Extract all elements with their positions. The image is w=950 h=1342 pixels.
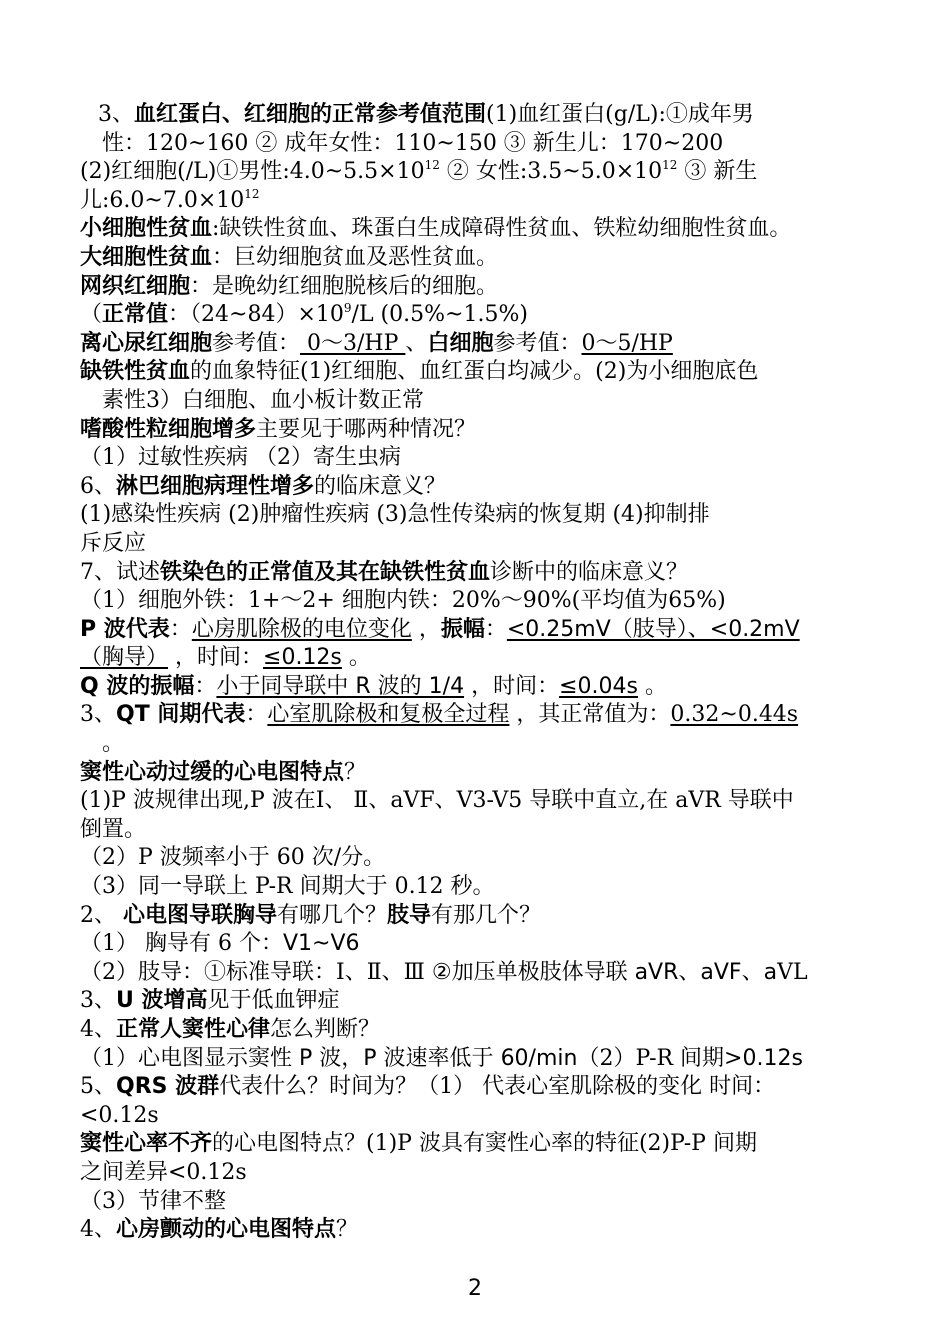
line-rbc-values: (2)红细胞(/L)①男性$:4.0\sim 5.5\times 10^{12}$ ② 女性$:3.5\sim 5.0\times 10^{12}$ ③ 新生 [80, 158, 758, 185]
line-iron-stain: 7、试述铁染色的正常值及其在缺铁性贫血诊断中的临床意义？ [80, 559, 689, 585]
line-bradycardia-1: (1)P 波规律出现,P 波在Ⅰ、 Ⅱ、aVF、V3-V5 导联中直立,在 aVR 导联中 [80, 788, 794, 814]
line-lymphocyte-answer: (1)感染性疾病 (2)肿瘤性疾病 (3)急性传染病的恢复期 (4)抑制排 [80, 502, 710, 528]
line-reticulocyte-normal: （正常值：$(24\sim 84)\times 10^9/L$ (0.5%~1.5%) [80, 301, 528, 328]
line-sinus-rhythm: 4、正常人窦性心律怎么判断？ [80, 1017, 381, 1042]
document-body [80, 101, 880, 1245]
line-qt-interval-cont: 。 [102, 731, 125, 757]
line-bradycardia-2: （2）P 波频率小于 60 次/分。 [80, 845, 386, 871]
line-bradycardia-3: （3）同一导联上 P-R 间期大于 0.12 秒。 [80, 874, 495, 900]
line-u-wave: 3、U 波增高见于低血钾症 [80, 988, 340, 1014]
line-eosinophil-answer: （1）过敏性疾病 （2）寄生虫病 [80, 445, 401, 471]
line-hemoglobin-title: 3、血红蛋白、红细胞的正常参考值范围(1)血红蛋白(g/L):①成年男 [98, 102, 754, 127]
line-qrs-complex-cont: <0.12s [80, 1102, 159, 1128]
line-sinus-rhythm-answer: （1）心电图显示窦性 P 波，P 波速率低于 60/min（2）P-R 间期>0.12s [80, 1045, 803, 1071]
line-macrocytic-anemia: 大细胞性贫血：巨幼细胞贫血及恶性贫血。 [80, 244, 499, 270]
line-atrial-fibrillation: 4、心房颤动的心电图特点？ [80, 1217, 359, 1243]
line-q-wave: Q 波的振幅：小于同导联中 R 波的 1/4 ，时间：≤0.04s 。 [80, 673, 667, 699]
line-hemoglobin-values: 性：120~160 ② 成年女性：110~150 ③ 新生儿：170~200 [102, 130, 724, 156]
line-eosinophil: 嗜酸性粒细胞增多主要见于哪两种情况？ [80, 416, 477, 442]
line-chest-leads: （1） 胸导有 6 个：V1~V6 [80, 931, 360, 957]
line-bradycardia-1-cont: 倒置。 [80, 816, 147, 842]
line-ecg-leads: 2、 心电图导联胸导有哪几个？肢导有那几个？ [80, 902, 542, 928]
line-rbc-newborn: 儿$:6.0\sim 7.0\times 10^{12}$ [80, 186, 260, 213]
line-iron-stain-answer: （1）细胞外铁：1+～2+ 细胞内铁：20%～90%(平均值为65%) [80, 588, 726, 614]
line-p-wave: P 波代表：心房肌除极的电位变化 ，振幅：<0.25mV（肢导）、<0.2mV [80, 616, 800, 642]
line-p-wave-cont: （胸导） ，时间：≤0.12s 。 [80, 645, 371, 671]
line-iron-deficiency-cont: 素性3）白细胞、血小板计数正常 [102, 387, 424, 413]
line-limb-leads: （2）肢导：①标准导联：Ⅰ、Ⅱ、Ⅲ ②加压单极肢体导联 aVR、aVF、aVL [80, 959, 808, 985]
line-reticulocyte: 网织红细胞：是晚幼红细胞脱核后的细胞。 [80, 273, 499, 299]
line-sinus-bradycardia: 窦性心动过缓的心电图特点？ [80, 759, 367, 785]
line-microcytic-anemia: 小细胞性贫血:缺铁性贫血、珠蛋白生成障碍性贫血、铁粒幼细胞性贫血。 [80, 216, 792, 242]
line-lymphocyte-answer-cont: 斥反应 [80, 530, 147, 556]
page-number: 2 [468, 1276, 482, 1301]
line-sinus-arrhythmia-3: （3）节律不整 [80, 1188, 226, 1214]
line-lymphocyte: 6、淋巴细胞病理性增多的临床意义？ [80, 473, 447, 499]
line-sinus-arrhythmia: 窦性心率不齐的心电图特点？(1)P 波具有窦性心率的特征(2)P-P 间期 [80, 1131, 757, 1157]
line-iron-deficiency: 缺铁性贫血的血象特征(1)红细胞、血红蛋白均减少。(2)为小细胞底色 [80, 359, 759, 385]
line-sinus-arrhythmia-cont: 之间差异<0.12s [80, 1159, 247, 1185]
line-qt-interval: 3、QT 间期代表：心室肌除极和复极全过程 ，其正常值为：0.32~0.44s [80, 702, 799, 728]
line-urine-cells: 离心尿红细胞参考值： 0～3/HP 、白细胞参考值：0～5/HP [80, 330, 673, 356]
line-qrs-complex: 5、QRS 波群代表什么？时间为？（1） 代表心室肌除极的变化 时间： [80, 1074, 776, 1100]
